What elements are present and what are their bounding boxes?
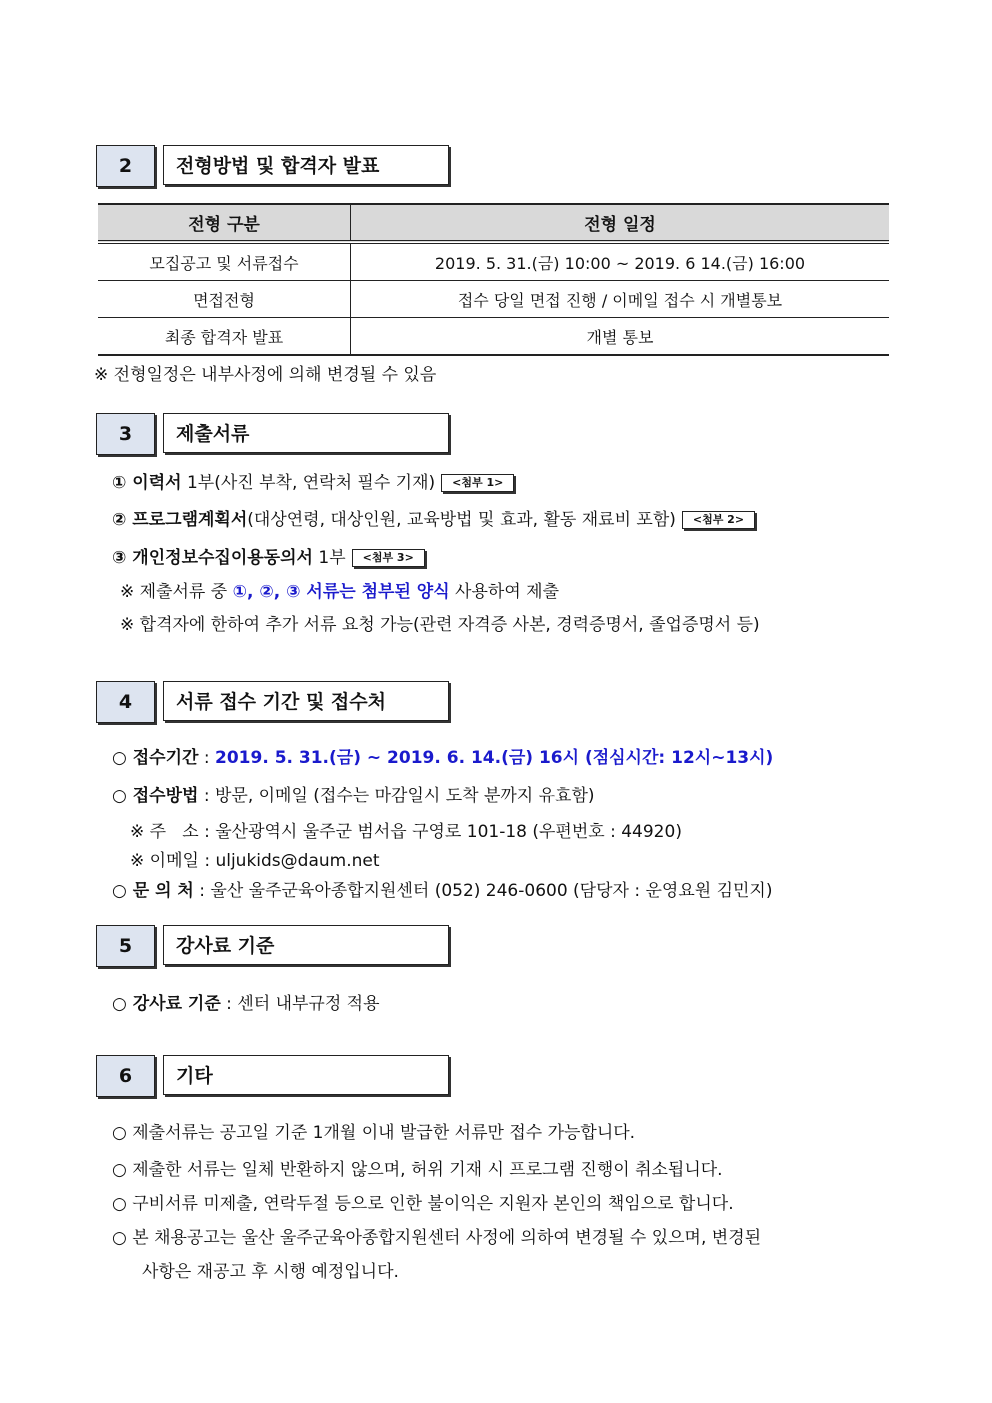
document-item-2 (112, 505, 755, 530)
reception-email: ※ 이메일 : uljukids@daum.net (130, 851, 380, 871)
period-label: ○ 접수기간 (112, 748, 199, 768)
etc-item-4: ○ 본 채용공고는 울산 울주군육아종합지원센터 사정에 의하여 변경될 수 있으며, 변경된 (112, 1228, 762, 1248)
section-number: 6 (96, 1055, 155, 1097)
section-title: 강사료 기준 (163, 925, 449, 965)
reception-period (112, 743, 773, 768)
attachment-badge: <첨부 3> (352, 549, 425, 567)
schedule-note: ※ 전형일정은 내부사정에 의해 변경될 수 있음 (94, 365, 437, 385)
schedule-table (98, 203, 889, 356)
table-row (98, 242, 889, 281)
document-label: ③ 개인정보수집이용동의서 (112, 548, 313, 568)
period-value: 2019. 5. 31.(금) ~ 2019. 6. 14.(금) 16시 (점심시간: 12시~13시) (215, 748, 774, 768)
note-highlight: ①, ②, ③ 서류는 첨부된 양식 (232, 582, 450, 602)
section-title: 서류 접수 기간 및 접수처 (163, 681, 449, 721)
table-cell: 2019. 5. 31.(금) 10:00 ~ 2019. 6 14.(금) 16:00 (351, 242, 890, 281)
column-header: 전형 일정 (351, 204, 890, 242)
document-text: (대상연령, 대상인원, 교육방법 및 효과, 활동 재료비 포함) (247, 510, 676, 530)
contact-value: : 울산 울주군육아종합지원센터 (052) 246-0600 (담당자 : 운영요원 김민지) (193, 881, 773, 901)
note-prefix: ※ 제출서류 중 (120, 582, 233, 602)
document-text: 1부 (312, 548, 346, 568)
document-item-1 (112, 468, 514, 493)
etc-item-2: ○ 제출한 서류는 일체 반환하지 않으며, 허위 기재 시 프로그램 진행이 취소됩니다. (112, 1160, 723, 1180)
fee-value: : 센터 내부규정 적용 (220, 994, 380, 1014)
table-cell: 면접전형 (98, 281, 351, 318)
method-label: ○ 접수방법 (112, 786, 199, 806)
table-cell: 접수 당일 면접 진행 / 이메일 접수 시 개별통보 (351, 281, 890, 318)
section-number: 3 (96, 413, 155, 455)
table-cell: 최종 합격자 발표 (98, 318, 351, 356)
table-cell: 개별 통보 (351, 318, 890, 356)
reception-address: ※ 주 소 : 울산광역시 울주군 범서읍 구영로 101-18 (우편번호 : 44920) (130, 822, 682, 842)
etc-item-1: ○ 제출서류는 공고일 기준 1개월 이내 발급한 서류만 접수 가능합니다. (112, 1123, 636, 1143)
note-suffix: 사용하여 제출 (449, 582, 559, 602)
etc-item-4-continuation: 사항은 재공고 후 시행 예정입니다. (142, 1262, 399, 1282)
fee-standard (112, 989, 380, 1014)
contact-label: ○ 문 의 처 (112, 881, 194, 901)
table-header-row (98, 204, 889, 242)
reception-contact (112, 876, 772, 901)
table-row (98, 318, 889, 356)
column-header: 전형 구분 (98, 204, 351, 242)
attachment-badge: <첨부 2> (682, 511, 755, 529)
section-number: 2 (96, 145, 155, 187)
document-label: ② 프로그램계획서 (112, 510, 248, 530)
section-title: 전형방법 및 합격자 발표 (163, 145, 449, 185)
section-title: 제출서류 (163, 413, 449, 453)
document-text: 1부(사진 부착, 연락처 필수 기재) (181, 473, 436, 493)
document-label: ① 이력서 (112, 473, 182, 493)
document-note-1 (120, 577, 559, 602)
table-cell: 모집공고 및 서류접수 (98, 242, 351, 281)
attachment-badge: <첨부 1> (441, 474, 514, 492)
section-title: 기타 (163, 1055, 449, 1095)
table-row (98, 281, 889, 318)
section-number: 5 (96, 925, 155, 967)
period-sep: : (198, 748, 215, 768)
method-value: : 방문, 이메일 (접수는 마감일시 도착 분까지 유효함) (198, 786, 595, 806)
fee-label: ○ 강사료 기준 (112, 994, 221, 1014)
section-number: 4 (96, 681, 155, 723)
reception-method (112, 781, 595, 806)
document-item-3 (112, 543, 425, 568)
etc-item-3: ○ 구비서류 미제출, 연락두절 등으로 인한 불이익은 지원자 본인의 책임으로 합니다. (112, 1194, 734, 1214)
document-note-2: ※ 합격자에 한하여 추가 서류 요청 가능(관련 자격증 사본, 경력증명서, 졸업증명서 등) (120, 615, 760, 635)
